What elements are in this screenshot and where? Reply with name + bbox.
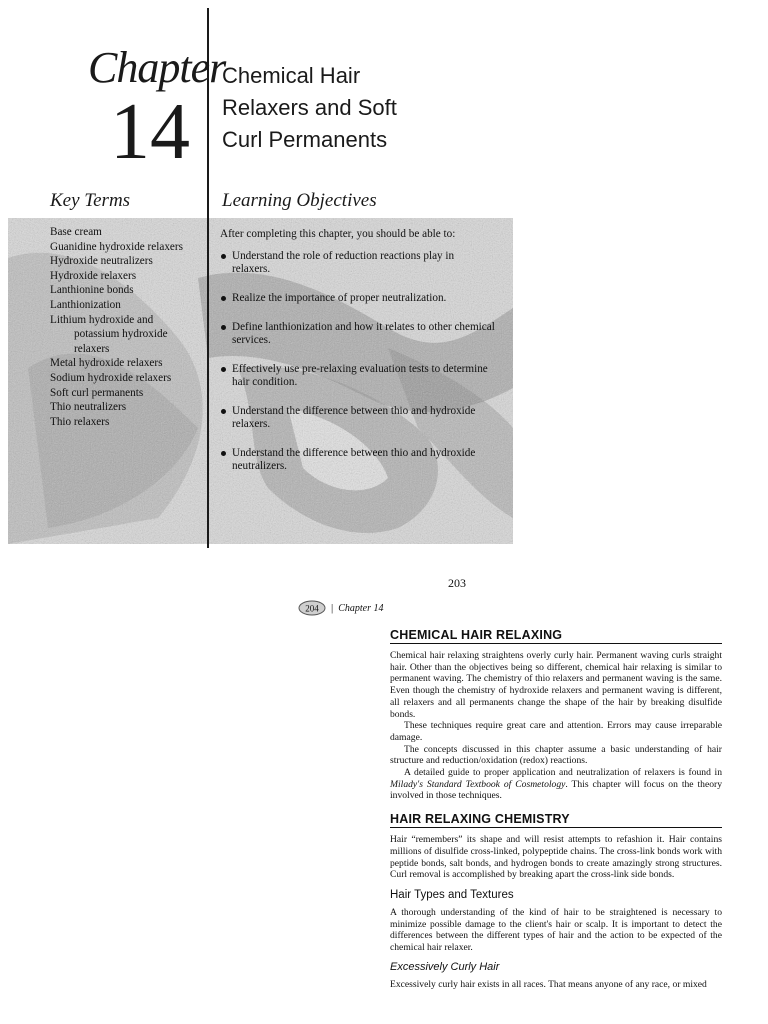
body-paragraph: Chemical hair relaxing straightens overly curly hair. Permanent waving curls straight hair. Other than the objectives being so different, chemical hair relaxing is similar to permanent waving. The chemistry of thio relaxers and permanent waving is the same. Even though the chemistry of hydroxide relaxers and permanent waving is different, all relaxers and all permanents change the shape of the hair by breaking disulfide bonds.	[390, 650, 722, 720]
running-head-page-number: 204	[305, 603, 319, 614]
key-terms-list	[50, 225, 200, 429]
key-term: Guanidine hydroxide relaxers	[50, 240, 183, 253]
running-head	[298, 598, 383, 618]
chapter-title	[222, 60, 522, 156]
body-paragraph: These techniques require great care and attention. Errors may cause irreparable damage.	[390, 720, 722, 743]
objectives-list	[220, 250, 495, 489]
running-head-separator: |	[331, 602, 334, 614]
key-term	[50, 313, 200, 357]
subsection-heading: Hair Types and Textures	[390, 888, 514, 901]
section-heading: HAIR RELAXING CHEMISTRY	[390, 812, 722, 828]
paragraph-text: . This chapter will focus on the theory involved in those techniques.	[390, 778, 722, 802]
objectives-intro: After completing this chapter, you should be able to:	[220, 228, 456, 240]
key-term-line: relaxers	[74, 342, 110, 355]
chapter-title-line: Chemical Hair	[222, 63, 361, 88]
body-paragraph: A thorough understanding of the kind of hair to be straightened is necessary to minimize possible damage to the client's hair or scalp. It is important to detect the differences between the different types of hair and the action to be expected of the chemical hair relaxer.	[390, 906, 722, 954]
running-head-chapter: Chapter 14	[338, 602, 384, 614]
key-terms-heading: Key Terms	[50, 190, 131, 211]
chapter-title-line: Relaxers and Soft	[222, 95, 397, 120]
key-term-line: potassium hydroxide	[74, 328, 168, 341]
key-term: Thio neutralizers	[50, 401, 127, 414]
learning-objectives-heading: Learning Objectives	[222, 190, 377, 211]
key-term: Thio relaxers	[50, 415, 110, 428]
key-term: Hydroxide relaxers	[50, 269, 137, 282]
body-paragraph	[390, 767, 722, 802]
body-paragraph: The concepts discussed in this chapter assume a basic understanding of hair structure and reduction/oxidation (redox) reactions.	[390, 743, 722, 767]
objective-item: Define lanthionization and how it relates to other chemical services.	[220, 321, 495, 347]
key-term: Sodium hydroxide relaxers	[50, 371, 172, 384]
objective-item: Understand the difference between thio and hydroxide neutralizers.	[220, 447, 495, 473]
book-title: Milady's Standard Textbook of Cosmetology	[390, 778, 566, 790]
key-term: Lanthionine bonds	[50, 284, 134, 297]
chapter-title-line: Curl Permanents	[222, 127, 388, 152]
key-term-line: Lithium hydroxide and	[50, 313, 154, 326]
key-term: Soft curl permanents	[50, 386, 144, 399]
body-paragraph: Excessively curly hair exists in all races. That means anyone of any race, or mixed	[390, 978, 707, 990]
paragraph-text: A detailed guide to proper application and neutralization of relaxers is found in	[404, 767, 722, 779]
objective-item: Understand the difference between thio and hydroxide relaxers.	[220, 405, 495, 431]
page-ornament-icon	[298, 600, 326, 616]
key-term: Lanthionization	[50, 298, 121, 311]
objective-item: Understand the role of reduction reactions play in relaxers.	[220, 250, 495, 276]
page-number: 203	[448, 576, 466, 590]
section-heading: CHEMICAL HAIR RELAXING	[390, 628, 722, 644]
key-term: Base cream	[50, 226, 102, 238]
body-column	[390, 628, 722, 990]
body-paragraph: Hair “remembers” its shape and will resist attempts to refashion it. Hair contains millions of disulfide cross-linked, polypeptide chains. The cross-link bonds work with peptide bonds, salt bonds, and hydrogen bonds to create amazingly strong structures. Curl removal is accomplished by breaking apart the cross-link side bonds.	[390, 834, 722, 881]
key-term: Hydroxide neutralizers	[50, 255, 153, 268]
objective-item: Effectively use pre-relaxing evaluation tests to determine hair condition.	[220, 363, 495, 389]
key-term: Metal hydroxide relaxers	[50, 357, 163, 370]
chapter-number: 14	[110, 88, 190, 176]
subsubsection-heading: Excessively Curly Hair	[390, 960, 500, 973]
chapter-label: Chapter	[88, 43, 226, 92]
objective-item: Realize the importance of proper neutralization.	[220, 292, 495, 305]
